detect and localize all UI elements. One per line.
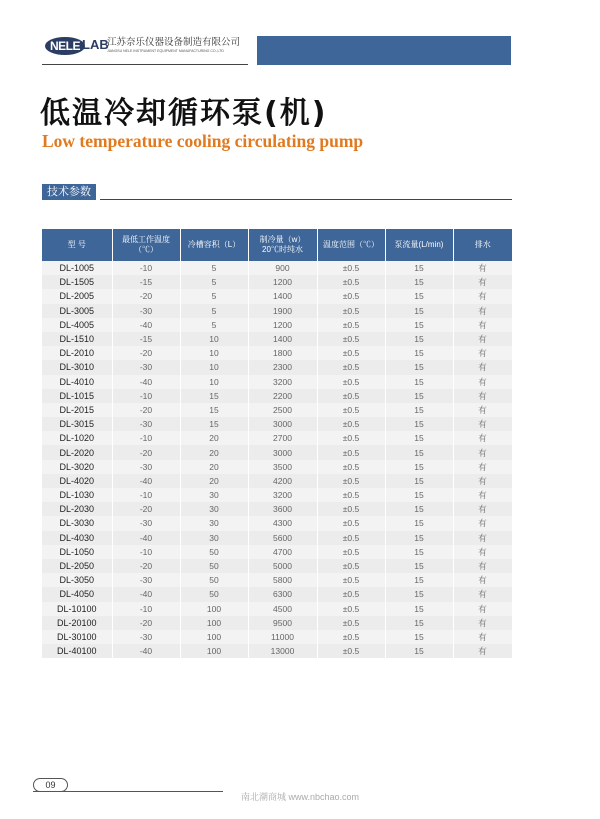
table-row	[42, 502, 512, 516]
table-cell: -20	[112, 403, 180, 417]
table-cell: 100	[180, 616, 248, 630]
table-cell: -10	[112, 602, 180, 616]
table-row	[42, 403, 512, 417]
table-cell: 30	[180, 488, 248, 502]
model-cell: DL-3005	[42, 304, 112, 318]
section-label: 技术参数	[42, 184, 96, 200]
table-cell: ±0.5	[317, 431, 385, 445]
table-cell: 有	[453, 516, 512, 530]
table-cell: 15	[385, 375, 453, 389]
table-cell: -30	[112, 304, 180, 318]
footer-watermark: 南北潮商城 www.nbchao.com	[240, 792, 360, 802]
model-cell: DL-30100	[42, 630, 112, 644]
table-cell: 15	[385, 516, 453, 530]
table-cell: 3200	[248, 488, 317, 502]
table-row	[42, 332, 512, 346]
table-cell: 10	[180, 346, 248, 360]
header-divider	[42, 64, 248, 65]
table-row	[42, 346, 512, 360]
table-cell: 15	[385, 587, 453, 601]
table-cell: 15	[385, 460, 453, 474]
table-cell: 1900	[248, 304, 317, 318]
table-cell: 有	[453, 318, 512, 332]
table-cell: ±0.5	[317, 559, 385, 573]
model-cell: DL-4030	[42, 531, 112, 545]
table-cell: ±0.5	[317, 587, 385, 601]
table-cell: 有	[453, 630, 512, 644]
table-cell: ±0.5	[317, 318, 385, 332]
table-row	[42, 516, 512, 530]
table-cell: ±0.5	[317, 417, 385, 431]
table-cell: 5	[180, 304, 248, 318]
model-cell: DL-4010	[42, 375, 112, 389]
table-cell: 900	[248, 261, 317, 275]
table-cell: -40	[112, 375, 180, 389]
table-cell: -30	[112, 573, 180, 587]
table-cell: 10	[180, 332, 248, 346]
table-cell: 5	[180, 275, 248, 289]
table-cell: 15	[385, 275, 453, 289]
table-cell: -40	[112, 587, 180, 601]
table-cell: 15	[385, 488, 453, 502]
table-cell: 有	[453, 460, 512, 474]
table-cell: 有	[453, 417, 512, 431]
page-number: 09	[33, 778, 68, 792]
table-cell: ±0.5	[317, 332, 385, 346]
table-cell: -20	[112, 445, 180, 459]
table-cell: 有	[453, 360, 512, 374]
table-cell: ±0.5	[317, 630, 385, 644]
table-cell: 15	[385, 289, 453, 303]
table-cell: ±0.5	[317, 644, 385, 658]
model-cell: DL-2020	[42, 445, 112, 459]
table-cell: -15	[112, 275, 180, 289]
table-cell: 100	[180, 644, 248, 658]
page-title-en: Low temperature cooling circulating pump	[42, 131, 364, 151]
table-cell: ±0.5	[317, 389, 385, 403]
table-cell: 30	[180, 531, 248, 545]
table-cell: 15	[385, 616, 453, 630]
table-cell: 1400	[248, 332, 317, 346]
table-cell: 有	[453, 375, 512, 389]
table-cell: -15	[112, 332, 180, 346]
table-row	[42, 304, 512, 318]
model-cell: DL-1505	[42, 275, 112, 289]
table-cell: 15	[385, 602, 453, 616]
table-cell: 50	[180, 587, 248, 601]
table-cell: 9500	[248, 616, 317, 630]
table-cell: 20	[180, 445, 248, 459]
table-cell: ±0.5	[317, 346, 385, 360]
table-cell: -30	[112, 460, 180, 474]
table-cell: 有	[453, 304, 512, 318]
table-cell: 有	[453, 488, 512, 502]
model-cell: DL-20100	[42, 616, 112, 630]
table-cell: 2500	[248, 403, 317, 417]
table-cell: 20	[180, 474, 248, 488]
table-row	[42, 445, 512, 459]
table-cell: -20	[112, 346, 180, 360]
table-cell: 15	[180, 417, 248, 431]
table-cell: -10	[112, 389, 180, 403]
table-cell: ±0.5	[317, 304, 385, 318]
model-cell: DL-1005	[42, 261, 112, 275]
model-cell: DL-2005	[42, 289, 112, 303]
table-cell: ±0.5	[317, 488, 385, 502]
table-row	[42, 531, 512, 545]
table-cell: -40	[112, 474, 180, 488]
column-header: 温度范围（℃）	[317, 229, 385, 261]
table-cell: -30	[112, 417, 180, 431]
model-cell: DL-40100	[42, 644, 112, 658]
model-cell: DL-4050	[42, 587, 112, 601]
table-cell: 有	[453, 275, 512, 289]
header-banner	[257, 36, 511, 65]
model-cell: DL-10100	[42, 602, 112, 616]
table-cell: 5800	[248, 573, 317, 587]
table-cell: ±0.5	[317, 531, 385, 545]
model-cell: DL-4005	[42, 318, 112, 332]
table-cell: 1200	[248, 318, 317, 332]
model-cell: DL-2050	[42, 559, 112, 573]
table-cell: 3200	[248, 375, 317, 389]
table-row	[42, 616, 512, 630]
table-cell: ±0.5	[317, 573, 385, 587]
model-cell: DL-2010	[42, 346, 112, 360]
table-cell: 1200	[248, 275, 317, 289]
table-cell: 15	[385, 346, 453, 360]
table-cell: -10	[112, 488, 180, 502]
table-cell: ±0.5	[317, 375, 385, 389]
table-cell: ±0.5	[317, 602, 385, 616]
table-cell: -30	[112, 360, 180, 374]
table-cell: 10	[180, 375, 248, 389]
table-cell: 15	[385, 573, 453, 587]
table-cell: 50	[180, 559, 248, 573]
model-cell: DL-3020	[42, 460, 112, 474]
table-cell: 3000	[248, 417, 317, 431]
table-row	[42, 360, 512, 374]
table-cell: 有	[453, 545, 512, 559]
table-cell: 100	[180, 602, 248, 616]
table-row	[42, 375, 512, 389]
table-cell: -40	[112, 318, 180, 332]
model-cell: DL-1020	[42, 431, 112, 445]
table-cell: 50	[180, 545, 248, 559]
company-name-cn: 江苏奈乐仪器设备制造有限公司	[107, 37, 241, 48]
table-cell: 15	[385, 502, 453, 516]
table-cell: 6300	[248, 587, 317, 601]
table-cell: ±0.5	[317, 474, 385, 488]
table-row	[42, 587, 512, 601]
table-row	[42, 545, 512, 559]
spec-table	[42, 229, 513, 658]
table-cell: ±0.5	[317, 516, 385, 530]
column-header: 冷槽容积（L）	[180, 229, 248, 261]
table-cell: 有	[453, 346, 512, 360]
table-cell: 1400	[248, 289, 317, 303]
model-cell: DL-2015	[42, 403, 112, 417]
table-cell: 有	[453, 431, 512, 445]
table-cell: 5	[180, 318, 248, 332]
table-cell: -20	[112, 616, 180, 630]
table-cell: 有	[453, 389, 512, 403]
model-cell: DL-4020	[42, 474, 112, 488]
table-header-row	[42, 229, 512, 261]
table-cell: -40	[112, 531, 180, 545]
company-name	[107, 37, 252, 54]
table-cell: 有	[453, 644, 512, 658]
table-cell: 5600	[248, 531, 317, 545]
logo-lab: LAB	[82, 37, 109, 52]
table-cell: 15	[385, 332, 453, 346]
table-cell: 有	[453, 573, 512, 587]
table-cell: 有	[453, 289, 512, 303]
table-cell: ±0.5	[317, 460, 385, 474]
table-cell: 15	[385, 261, 453, 275]
table-cell: ±0.5	[317, 261, 385, 275]
table-cell: 有	[453, 403, 512, 417]
table-row	[42, 474, 512, 488]
table-cell: 有	[453, 587, 512, 601]
table-cell: -20	[112, 559, 180, 573]
table-row	[42, 431, 512, 445]
table-cell: 20	[180, 431, 248, 445]
logo-nele: NELE	[45, 37, 85, 55]
model-cell: DL-3030	[42, 516, 112, 530]
table-cell: 2700	[248, 431, 317, 445]
table-cell: 有	[453, 332, 512, 346]
table-cell: 15	[385, 417, 453, 431]
table-cell: 2200	[248, 389, 317, 403]
table-cell: -30	[112, 630, 180, 644]
table-cell: 有	[453, 474, 512, 488]
table-cell: 5	[180, 261, 248, 275]
table-cell: 15	[385, 360, 453, 374]
table-cell: 有	[453, 602, 512, 616]
company-name-en: JIANGSU NELE INSTRUMENT EQUIPMENT MANUFACTURING CO.,LTD	[107, 49, 224, 53]
column-header: 型 号	[42, 229, 112, 261]
table-cell: 30	[180, 516, 248, 530]
table-cell: -10	[112, 431, 180, 445]
table-cell: 15	[385, 389, 453, 403]
table-cell: 有	[453, 502, 512, 516]
table-cell: ±0.5	[317, 502, 385, 516]
page-title-cn: 低温冷却循环泵(机)	[40, 96, 328, 131]
table-row	[42, 289, 512, 303]
model-cell: DL-1050	[42, 545, 112, 559]
table-cell: ±0.5	[317, 360, 385, 374]
table-cell: 15	[385, 403, 453, 417]
table-cell: 有	[453, 559, 512, 573]
table-row	[42, 275, 512, 289]
table-row	[42, 389, 512, 403]
table-cell: ±0.5	[317, 616, 385, 630]
table-row	[42, 559, 512, 573]
table-cell: 4300	[248, 516, 317, 530]
table-cell: -30	[112, 516, 180, 530]
table-cell: 5	[180, 289, 248, 303]
table-cell: -10	[112, 261, 180, 275]
table-cell: ±0.5	[317, 403, 385, 417]
table-cell: 13000	[248, 644, 317, 658]
table-row	[42, 417, 512, 431]
table-cell: 1800	[248, 346, 317, 360]
column-header: 制冷量（w） 20℃时纯水	[248, 229, 317, 261]
table-cell: 有	[453, 616, 512, 630]
table-cell: 15	[385, 644, 453, 658]
table-cell: 20	[180, 460, 248, 474]
table-cell: 15	[385, 474, 453, 488]
table-cell: 30	[180, 502, 248, 516]
table-cell: 3000	[248, 445, 317, 459]
table-cell: 15	[385, 559, 453, 573]
table-cell: 有	[453, 261, 512, 275]
model-cell: DL-3015	[42, 417, 112, 431]
table-cell: 5000	[248, 559, 317, 573]
table-cell: 10	[180, 360, 248, 374]
table-cell: -10	[112, 545, 180, 559]
column-header: 泵流量(L/min)	[385, 229, 453, 261]
table-cell: 3500	[248, 460, 317, 474]
table-cell: ±0.5	[317, 545, 385, 559]
column-header: 最低工作温度 （℃）	[112, 229, 180, 261]
table-row	[42, 460, 512, 474]
table-row	[42, 573, 512, 587]
table-cell: 有	[453, 531, 512, 545]
table-row	[42, 261, 512, 275]
table-cell: 15	[385, 545, 453, 559]
table-cell: 4200	[248, 474, 317, 488]
table-row	[42, 644, 512, 658]
table-cell: 15	[180, 389, 248, 403]
table-cell: 15	[180, 403, 248, 417]
column-header: 排水	[453, 229, 512, 261]
table-cell: 100	[180, 630, 248, 644]
table-row	[42, 630, 512, 644]
table-row	[42, 318, 512, 332]
table-cell: 4500	[248, 602, 317, 616]
table-cell: 3600	[248, 502, 317, 516]
model-cell: DL-3010	[42, 360, 112, 374]
table-cell: ±0.5	[317, 289, 385, 303]
table-row	[42, 488, 512, 502]
model-cell: DL-1510	[42, 332, 112, 346]
table-row	[42, 602, 512, 616]
model-cell: DL-1015	[42, 389, 112, 403]
table-cell: 15	[385, 531, 453, 545]
table-cell: 11000	[248, 630, 317, 644]
table-cell: ±0.5	[317, 275, 385, 289]
table-cell: -20	[112, 289, 180, 303]
table-cell: -40	[112, 644, 180, 658]
table-cell: 15	[385, 445, 453, 459]
section-divider	[100, 199, 512, 200]
table-cell: 4700	[248, 545, 317, 559]
table-cell: 15	[385, 318, 453, 332]
table-cell: 15	[385, 630, 453, 644]
model-cell: DL-1030	[42, 488, 112, 502]
model-cell: DL-3050	[42, 573, 112, 587]
model-cell: DL-2030	[42, 502, 112, 516]
table-cell: 50	[180, 573, 248, 587]
table-cell: 2300	[248, 360, 317, 374]
table-cell: ±0.5	[317, 445, 385, 459]
table-cell: 15	[385, 431, 453, 445]
table-cell: 15	[385, 304, 453, 318]
table-cell: -20	[112, 502, 180, 516]
table-cell: 有	[453, 445, 512, 459]
